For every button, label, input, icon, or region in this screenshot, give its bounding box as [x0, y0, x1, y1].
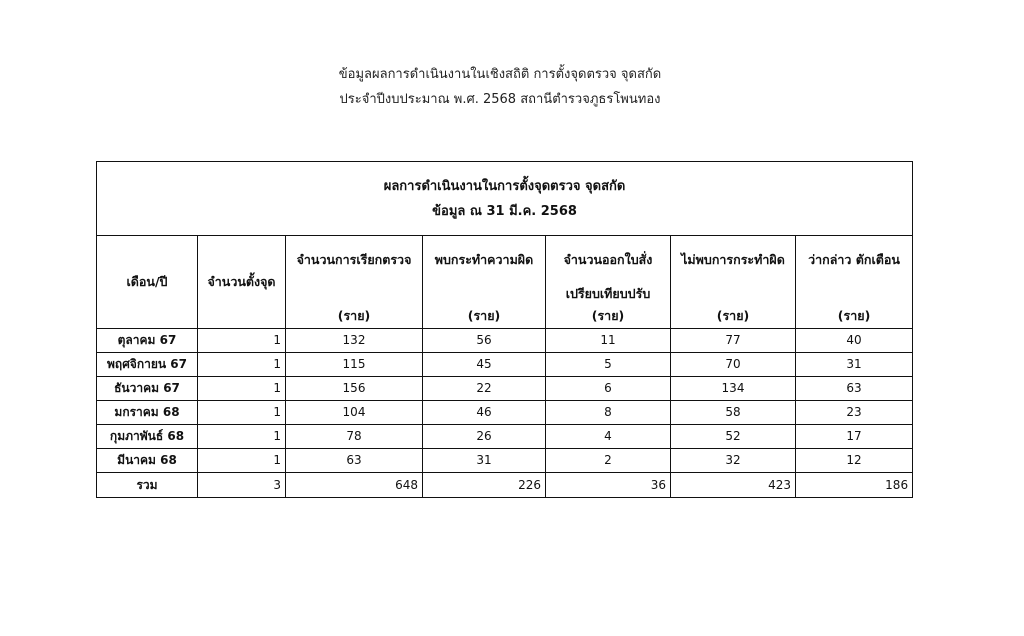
- unit-label: (ราย): [837, 308, 871, 323]
- cell-no-offense: 77: [671, 329, 796, 353]
- cell-tickets: 5: [546, 353, 671, 377]
- column-header-no-offense: ไม่พบการกระทำผิด (ราย): [671, 236, 796, 329]
- cell-searched: 104: [286, 401, 423, 425]
- table-row: [97, 329, 913, 353]
- cell-month: พฤศจิกายน 67: [97, 353, 198, 377]
- total-no-offense: 423: [671, 473, 796, 498]
- total-tickets: 36: [546, 473, 671, 498]
- header-title-line1: ข้อมูลผลการดำเนินงานในเชิงสถิติ การตั้งจุดตรวจ จุดสกัด: [338, 67, 662, 82]
- cell-warned: 17: [796, 425, 913, 449]
- table-row: [97, 449, 913, 473]
- table-row: [97, 353, 913, 377]
- header-title-line2: ประจำปีงบประมาณ พ.ศ. 2568 สถานีตำรวจภูธรโพนทอง: [339, 92, 661, 107]
- cell-points: 1: [198, 401, 286, 425]
- total-row: [97, 473, 913, 498]
- column-header-tickets: จำนวนออกใบสั่ง เปรียบเทียบปรับ (ราย): [546, 236, 671, 329]
- cell-warned: 23: [796, 401, 913, 425]
- cell-no-offense: 52: [671, 425, 796, 449]
- total-searched: 648: [286, 473, 423, 498]
- cell-month: ตุลาคม 67: [97, 329, 198, 353]
- table-subtitle: ข้อมูล ณ 31 มี.ค. 2568: [432, 203, 577, 219]
- cell-searched: 156: [286, 377, 423, 401]
- cell-tickets: 11: [546, 329, 671, 353]
- document-header: [0, 62, 1000, 112]
- cell-offense: 26: [423, 425, 546, 449]
- unit-label: (ราย): [591, 308, 625, 323]
- cell-points: 1: [198, 329, 286, 353]
- total-offense: 226: [423, 473, 546, 498]
- column-header-searched: จำนวนการเรียกตรวจ (ราย): [286, 236, 423, 329]
- column-header-month: เดือน/ปี: [97, 236, 198, 329]
- cell-warned: 31: [796, 353, 913, 377]
- cell-no-offense: 32: [671, 449, 796, 473]
- cell-month: ธันวาคม 67: [97, 377, 198, 401]
- cell-points: 1: [198, 377, 286, 401]
- cell-offense: 45: [423, 353, 546, 377]
- table-row: [97, 425, 913, 449]
- cell-warned: 12: [796, 449, 913, 473]
- cell-points: 1: [198, 425, 286, 449]
- table-title: ผลการดำเนินงานในการตั้งจุดตรวจ จุดสกัด: [383, 178, 626, 194]
- cell-points: 1: [198, 449, 286, 473]
- cell-warned: 40: [796, 329, 913, 353]
- cell-offense: 22: [423, 377, 546, 401]
- checkpoint-stats-table: [96, 161, 913, 498]
- cell-offense: 56: [423, 329, 546, 353]
- table-row: [97, 401, 913, 425]
- cell-month: มกราคม 68: [97, 401, 198, 425]
- total-warned: 186: [796, 473, 913, 498]
- unit-label: (ราย): [467, 308, 501, 323]
- cell-no-offense: 70: [671, 353, 796, 377]
- cell-searched: 63: [286, 449, 423, 473]
- cell-searched: 78: [286, 425, 423, 449]
- column-header-offense: พบกระทำความผิด (ราย): [423, 236, 546, 329]
- cell-tickets: 8: [546, 401, 671, 425]
- cell-warned: 63: [796, 377, 913, 401]
- table-title-cell: [97, 162, 913, 236]
- cell-points: 1: [198, 353, 286, 377]
- column-header-warned: ว่ากล่าว ตักเตือน (ราย): [796, 236, 913, 329]
- cell-searched: 132: [286, 329, 423, 353]
- total-points: 3: [198, 473, 286, 498]
- total-label: รวม: [97, 473, 198, 498]
- cell-tickets: 6: [546, 377, 671, 401]
- cell-tickets: 2: [546, 449, 671, 473]
- table-row: [97, 377, 913, 401]
- cell-offense: 31: [423, 449, 546, 473]
- table-header-row: [97, 236, 913, 329]
- cell-searched: 115: [286, 353, 423, 377]
- unit-label: (ราย): [337, 308, 371, 323]
- cell-month: มีนาคม 68: [97, 449, 198, 473]
- cell-tickets: 4: [546, 425, 671, 449]
- unit-label: (ราย): [716, 308, 750, 323]
- cell-no-offense: 134: [671, 377, 796, 401]
- cell-no-offense: 58: [671, 401, 796, 425]
- column-header-points: จำนวนตั้งจุด: [198, 236, 286, 329]
- cell-offense: 46: [423, 401, 546, 425]
- cell-month: กุมภาพันธ์ 68: [97, 425, 198, 449]
